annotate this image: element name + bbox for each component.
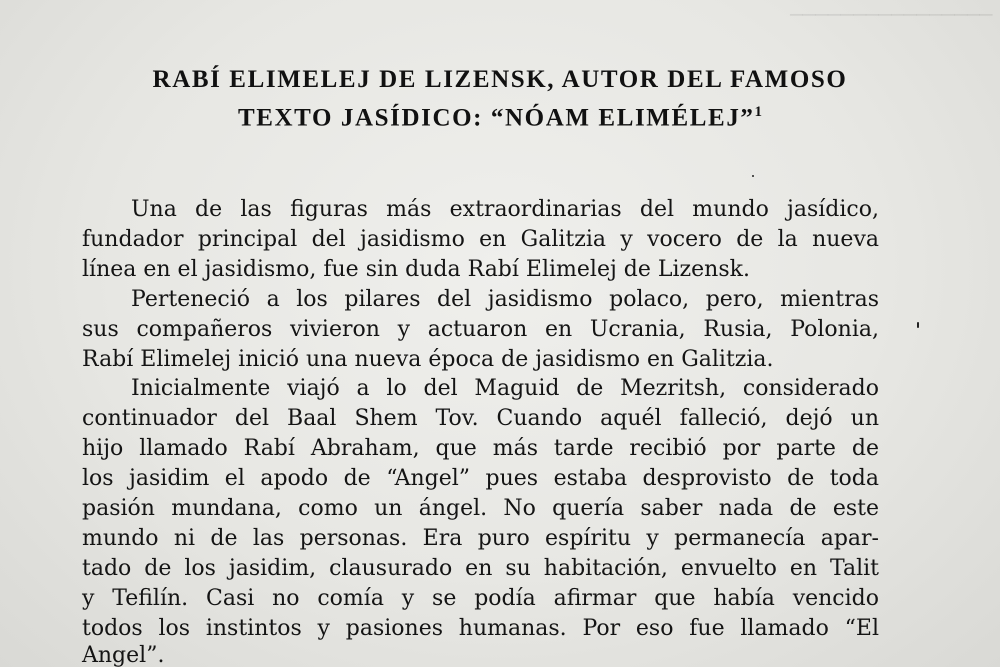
footnote-marker: 1	[754, 104, 763, 120]
ink-speck	[752, 175, 754, 177]
body-text-line: mundo ni de las personas. Era puro espíritu y permanecía apar-	[82, 526, 879, 551]
body-text-line: Rabí Elimelej inició una nueva época de jasidismo en Galitzia.	[82, 347, 774, 372]
body-text-line: hijo llamado Rabí Abraham, que más tarde recibió por parte de	[82, 436, 879, 461]
show-through-texture: ────────────────	[790, 3, 993, 27]
body-text-line: pasión mundana, como un ángel. No quería saber nada de este	[82, 496, 879, 521]
body-text-line: Angel”.	[82, 643, 165, 667]
ink-speck	[917, 322, 919, 328]
body-text-line: línea en el jasidismo, fue sin duda Rabí Elimelej de Lizensk.	[82, 257, 750, 282]
body-text-line: Perteneció a los pilares del jasidismo polaco, pero, mientras	[131, 287, 879, 312]
body-text-line: y Tefilín. Casi no comía y se podía afirmar que había vencido	[82, 586, 879, 611]
body-text-line: los jasidim el apodo de “Angel” pues estaba desprovisto de toda	[82, 466, 879, 491]
chapter-title-line-2-text: TEXTO JASÍDICO: “NÓAM ELIMÉLEJ”	[237, 104, 755, 132]
body-text-line: todos los instintos y pasiones humanas. Por eso fue llamado “El	[82, 616, 879, 641]
body-text-line: continuador del Baal Shem Tov. Cuando aquél falleció, dejó un	[82, 406, 879, 431]
body-text-line: Una de las figuras más extraordinarias del mundo jasídico,	[131, 197, 879, 222]
body-text-line: sus compañeros vivieron y actuaron en Ucrania, Rusia, Polonia,	[82, 317, 879, 342]
body-text-line: tado de los jasidim, clausurado en su habitación, envuelto en Talit	[82, 556, 879, 581]
body-text-line: Inicialmente viajó a lo del Maguid de Mezritsh, considerado	[131, 376, 879, 401]
chapter-title-line-1: RABÍ ELIMELEJ DE LIZENSK, AUTOR DEL FAMOSO	[152, 66, 848, 93]
chapter-title-line-2	[0, 104, 1000, 132]
body-text-line: fundador principal del jasidismo en Galitzia y vocero de la nueva	[82, 227, 879, 252]
